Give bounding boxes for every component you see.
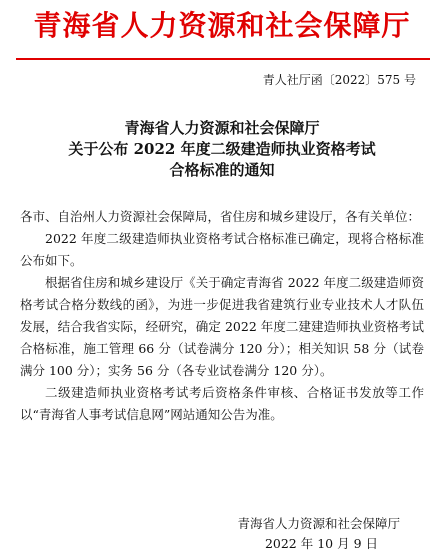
title-line-1: 青海省人力资源和社会保障厅 xyxy=(124,119,320,137)
title-line-3: 合格标准的通知 xyxy=(169,161,275,179)
paragraph-1: 2022 年度二级建造师执业资格考试合格标准已确定，现将合格标准公布如下。 xyxy=(20,231,424,268)
masthead-red-rule xyxy=(16,58,430,60)
paragraph-3: 二级建造师执业资格考试考后资格条件审核、合格证书发放等工作以“青海省人事考试信息网”网站通知公告为准。 xyxy=(20,385,424,422)
document-body xyxy=(20,206,424,426)
paragraph-2: 根据省住房和城乡建设厅《关于确定青海省 2022 年度二级建造师资格考试合格分数线的函》，为进一步促进我省建筑行业专业技术人才队伍发展，结合我省实际，经研究，确定 2022 年度二建建造师执业资格考试合格标准，施工管理 66 分（试卷满分 120 分）；相关知识 58 分（试卷满分 100 分）；实务 56 分（各专业试卷满分 120 分）。 xyxy=(20,275,424,378)
title-line-2: 关于公布 2022 年度二级建造师执业资格考试 xyxy=(68,140,376,158)
document-number: 青人社厅函〔2022〕575 号 xyxy=(262,73,416,87)
document-title xyxy=(0,118,444,181)
signature-date: 2022 年 10 月 9 日 xyxy=(264,536,378,551)
masthead-org-name: 青海省人力资源和社会保障厅 xyxy=(33,9,411,42)
signature-org: 青海省人力资源和社会保障厅 xyxy=(237,516,400,531)
salutation: 各市、自治州人力资源社会保障局，省住房和城乡建设厅，各有关单位： xyxy=(20,209,421,224)
